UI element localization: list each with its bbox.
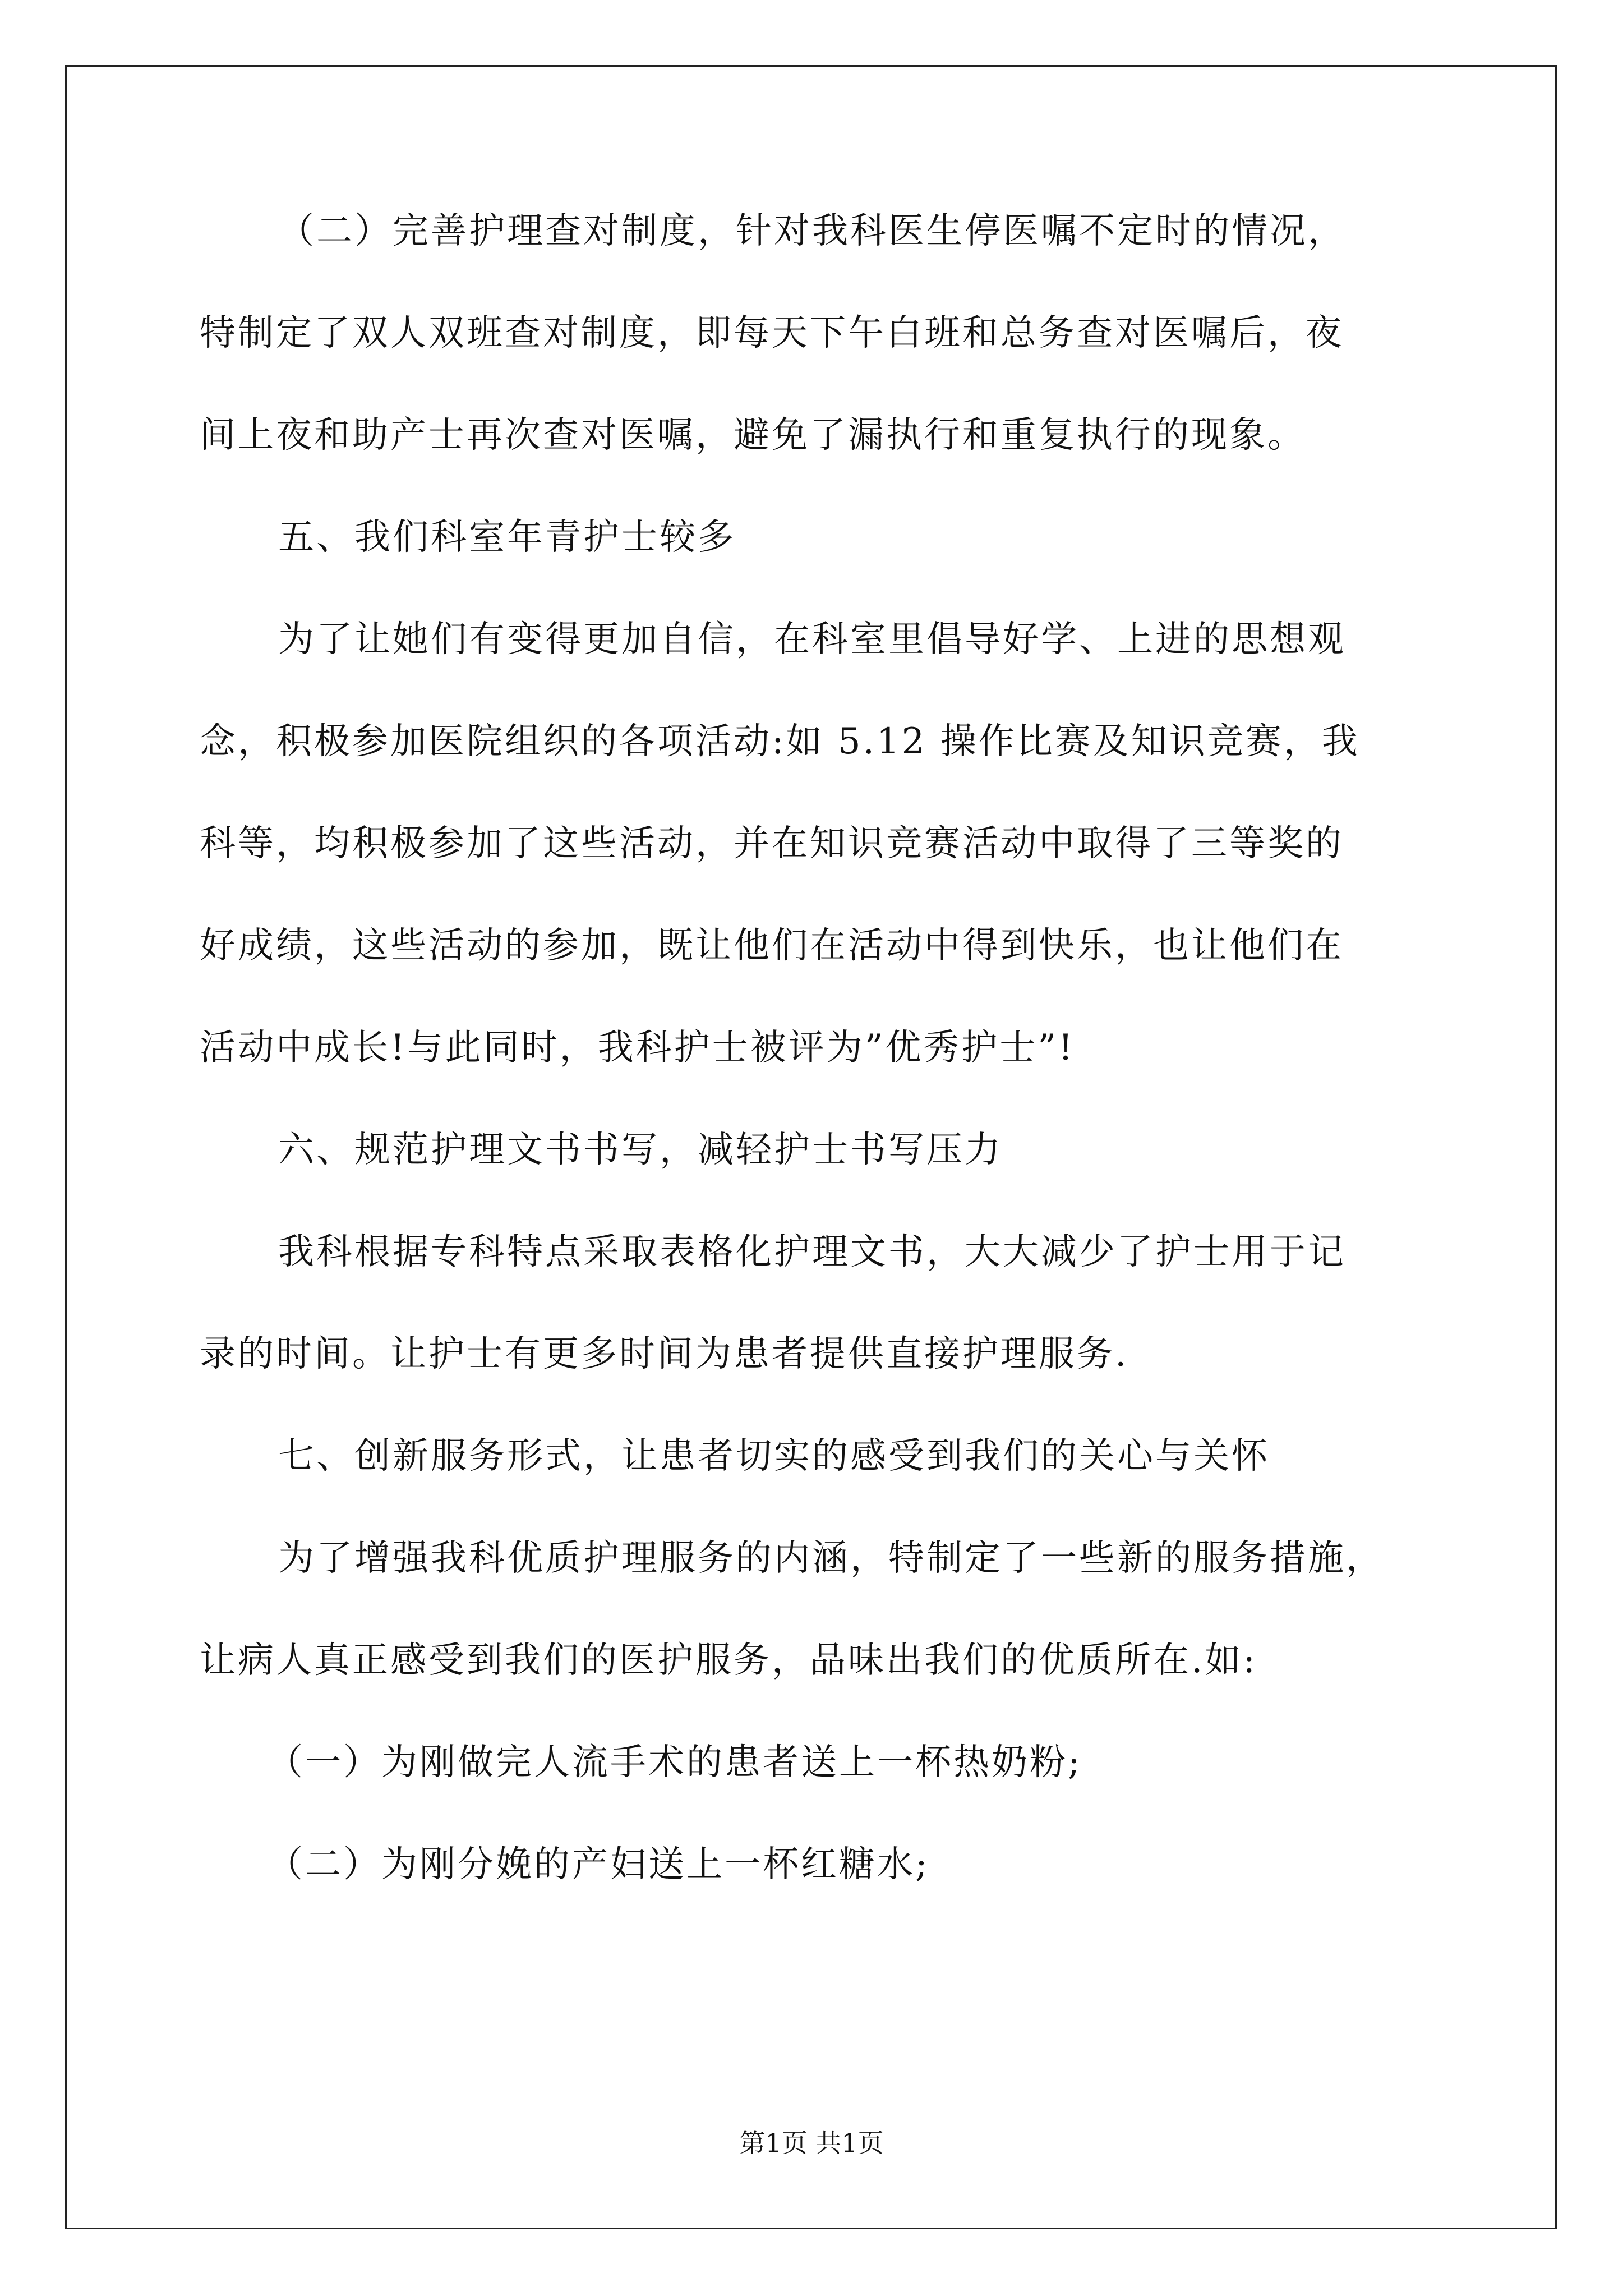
text-line: 让病人真正感受到我们的医护服务，品味出我们的优质所在.如:: [200, 1640, 1257, 1681]
list-item: （一）为刚做完人流手术的患者送上一杯热奶粉;: [267, 1742, 1082, 1783]
page-footer: 第1页 共1页: [739, 2128, 884, 2158]
text-line: 好成绩，这些活动的参加，既让他们在活动中得到快乐，也让他们在: [200, 925, 1344, 967]
text-line: （二）完善护理查对制度，针对我科医生停医嘱不定时的情况，: [278, 210, 1346, 252]
text-line: 活动中成长!与此同时，我科护士被评为”优秀护士”!: [200, 1027, 1075, 1069]
text-line: 录的时间。让护士有更多时间为患者提供直接护理服务.: [200, 1333, 1129, 1375]
text-line: 我科根据专科特点采取表格化护理文书，大大减少了护士用于记: [278, 1231, 1346, 1273]
text-line: 特制定了双人双班查对制度，即每天下午白班和总务查对医嘱后，夜: [200, 312, 1344, 354]
text-line: 科等，均积极参加了这些活动，并在知识竞赛活动中取得了三等奖的: [200, 823, 1344, 864]
section-heading: 六、规范护理文书书写，减轻护士书写压力: [278, 1129, 1003, 1171]
text-line: 间上夜和助产士再次查对医嘱，避免了漏执行和重复执行的现象。: [200, 415, 1306, 456]
text-line: 为了让她们有变得更加自信，在科室里倡导好学、上进的思想观: [278, 619, 1346, 660]
section-heading: 七、创新服务形式，让患者切实的感受到我们的关心与关怀: [278, 1435, 1270, 1477]
section-heading: 五、我们科室年青护士较多: [278, 517, 736, 558]
text-line: 为了增强我科优质护理服务的内涵，特制定了一些新的服务措施，: [278, 1538, 1384, 1579]
list-item: （二）为刚分娩的产妇送上一杯红糖水;: [267, 1844, 930, 1885]
text-line: 念，积极参加医院组织的各项活动:如 5.12 操作比赛及知识竞赛，我: [200, 721, 1360, 762]
